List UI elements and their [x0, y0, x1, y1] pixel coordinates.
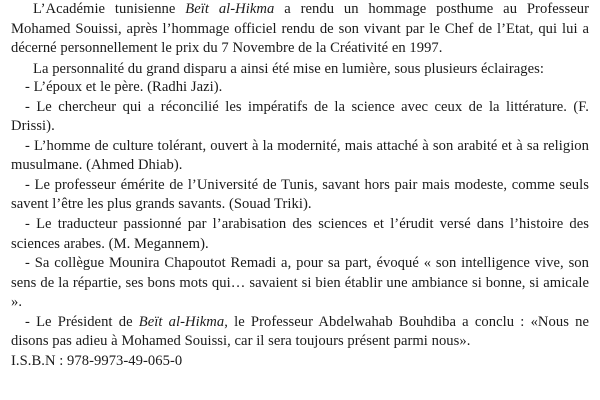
academy-name: Beït al-Hikma [185, 1, 275, 17]
lead-paragraph: La personnalité du grand disparu a ainsi été mise en lumière, sous plusieurs éclairages: [33, 60, 544, 77]
closing-text-end: , le Professeur Abdelwahab Bouhdiba a conclu : «Nous ne disons pas adieu à Mohamed Souissi, car il sera toujours présent parmi nous». [11, 313, 589, 350]
closing-item [11, 313, 589, 352]
intro-text-start: L’Académie tunisienne [33, 1, 186, 17]
list-item: - Le traducteur passionné par l’arabisation des sciences et l’érudit versé dans l’histoire des sciences arabes. (M. Megannem). [11, 216, 589, 252]
list-item: - Sa collègue Mounira Chapoutot Remadi a, pour sa part, évoqué « son intelligence vive, son sens de la répartie, ses bons mots qui… savaient si bien établir une ambiance si bonne, si amicale ». [11, 255, 589, 311]
closing-text-start: - Le Président de [25, 313, 139, 330]
intro-text-end: a rendu un hommage posthume au Professeur Mohamed Souissi, après l’hommage officiel rendu de son vivant par le Chef de l’Etat, qui lui a décerné personnellement le prix du 7 Novembre de la Créativité en 1997. [11, 1, 589, 57]
list-item: - L’époux et le père. (Radhi Jazi). [25, 79, 223, 96]
academy-name-closing: Beït al-Hikma [138, 313, 225, 330]
document-page [11, 0, 589, 400]
isbn-line: I.S.B.N : 978-9973-49-065-0 [11, 352, 183, 369]
list-item: - Le professeur émérite de l’Université de Tunis, savant hors pair mais modeste, comme seuls savent l’être les plus grands savants. (Souad Triki). [11, 176, 589, 213]
list-item: - Le chercheur qui a réconcilié les impératifs de la science avec ceux de la littérature. (F. Drissi). [11, 98, 589, 135]
intro-paragraph [11, 0, 589, 59]
list-item: - L’homme de culture tolérant, ouvert à la modernité, mais attaché à son arabité et à sa religion musulmane. (Ahmed Dhiab). [11, 137, 589, 174]
